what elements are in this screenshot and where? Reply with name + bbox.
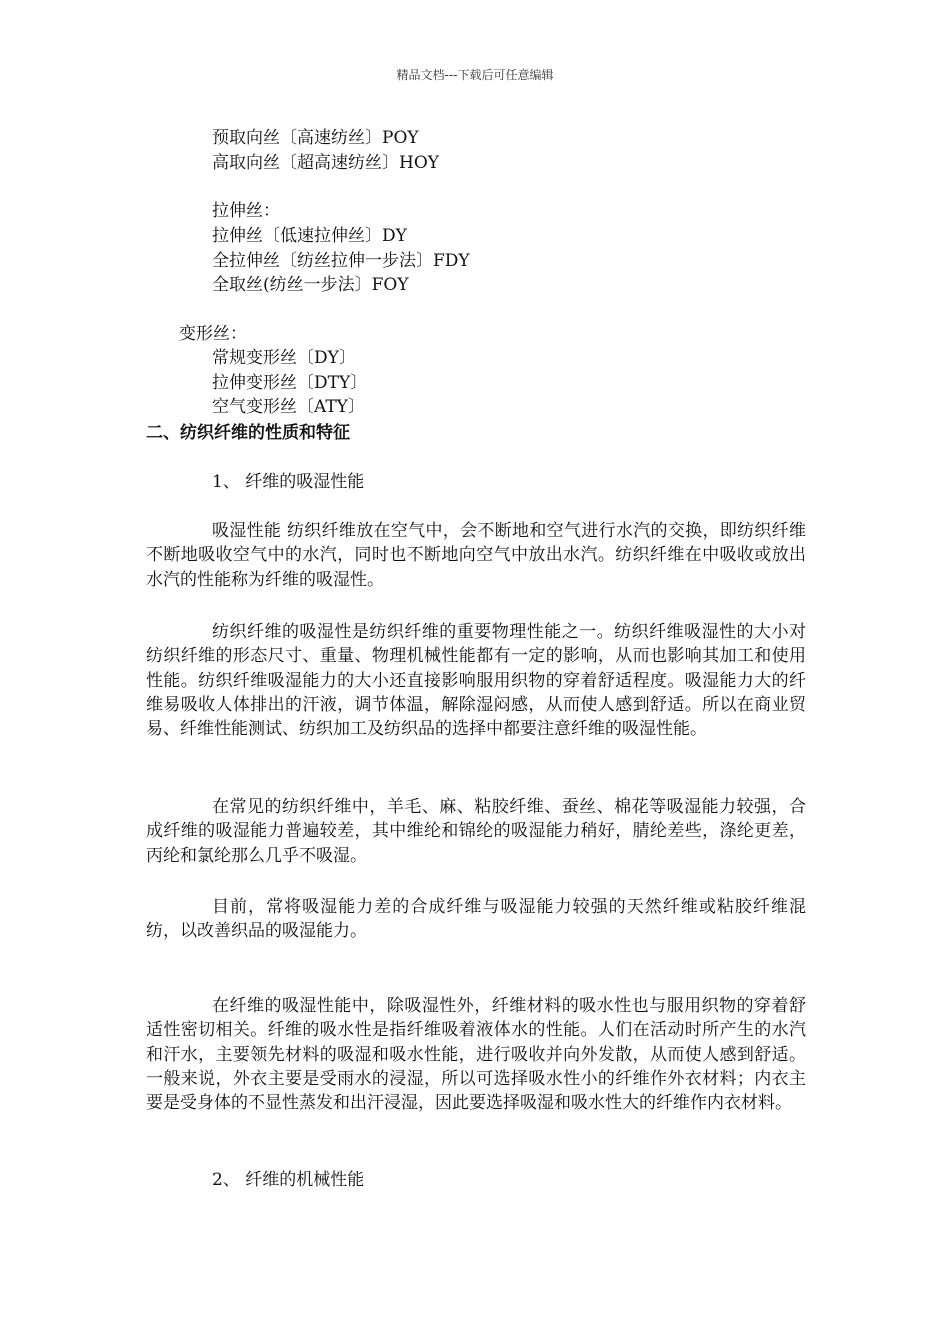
subsection-moisture: 1、 纤维的吸湿性能 (212, 472, 365, 492)
poy-line: 预取向丝〔高速纺丝〕POY (212, 128, 419, 148)
dty-line: 拉伸变形丝〔DTY〕 (212, 373, 368, 393)
paragraph-blending: 目前，常将吸湿能力差的合成纤维与吸湿能力较强的天然纤维或粘胶纤维混纺，以改善织品的吸湿能力。 (146, 897, 806, 942)
fdy-line: 全拉伸丝〔纺丝拉伸一步法〕FDY (212, 251, 470, 271)
subsection-mechanical: 2、 纤维的机械性能 (212, 1170, 365, 1190)
foy-line: 全取丝(纺丝一步法〕FOY (212, 275, 409, 295)
paragraph-common-fibers: 在常见的纺织纤维中，羊毛、麻、粘胶纤维、蚕丝、棉花等吸湿能力较强，合成纤维的吸湿能力普遍较差，其中维纶和锦纶的吸湿能力稍好，腈纶差些，涤纶更差，丙纶和氯纶那么几乎不吸湿。 (146, 797, 806, 866)
page-header: 精品文档---下载后可任意编辑 (396, 68, 554, 82)
hoy-line: 高取向丝〔超高速纺丝〕HOY (212, 153, 439, 173)
textured-dy-line: 常规变形丝〔DY〕 (212, 348, 356, 368)
paragraph-water-absorption: 在纤维的吸湿性能中，除吸湿性外，纤维材料的吸水性也与服用织物的穿着舒适性密切相关。纤维的吸水性是指纤维吸着液体水的性能。人们在活动时所产生的水汽和汗水，主要领先材料的吸湿和吸水性能，进行吸收并向外发散，从而使人感到舒适。一般来说，外衣主要是受雨水的浸湿，所以可选择吸水性小的纤维作外衣材料；内衣主要是受身体的不显性蒸发和出汗浸湿，因此要选择吸湿和吸水性大的纤维作内衣材料。 (146, 996, 806, 1114)
dy-line: 拉伸丝〔低速拉伸丝〕DY (212, 226, 407, 246)
drawn-yarn-title: 拉伸丝： (212, 201, 280, 221)
aty-line: 空气变形丝〔ATY〕 (212, 397, 365, 417)
paragraph-moisture-importance: 纺织纤维的吸湿性是纺织纤维的重要物理性能之一。纺织纤维吸湿性的大小对纺织纤维的形态尺寸、重量、物理机械性能都有一定的影响，从而也影响其加工和使用性能。纺织纤维吸湿能力的大小还直接影响服用织物的穿着舒适程度。吸湿能力大的纤维易吸收人体排出的汗液，调节体温，解除湿闷感，从而使人感到舒适。所以在商业贸易、纤维性能测试、纺织加工及纺织品的选择中都要注意纤维的吸湿性能。 (146, 622, 806, 740)
textured-yarn-title: 变形丝： (179, 324, 247, 344)
section-heading: 二、纺织纤维的性质和特征 (146, 423, 350, 443)
paragraph-moisture-definition: 吸湿性能 纺织纤维放在空气中，会不断地和空气进行水汽的交换，即纺织纤维不断地吸收空气中的水汽，同时也不断地向空气中放出水汽。纺织纤维在中吸收或放出水汽的性能称为纤维的吸湿性。 (146, 521, 806, 590)
